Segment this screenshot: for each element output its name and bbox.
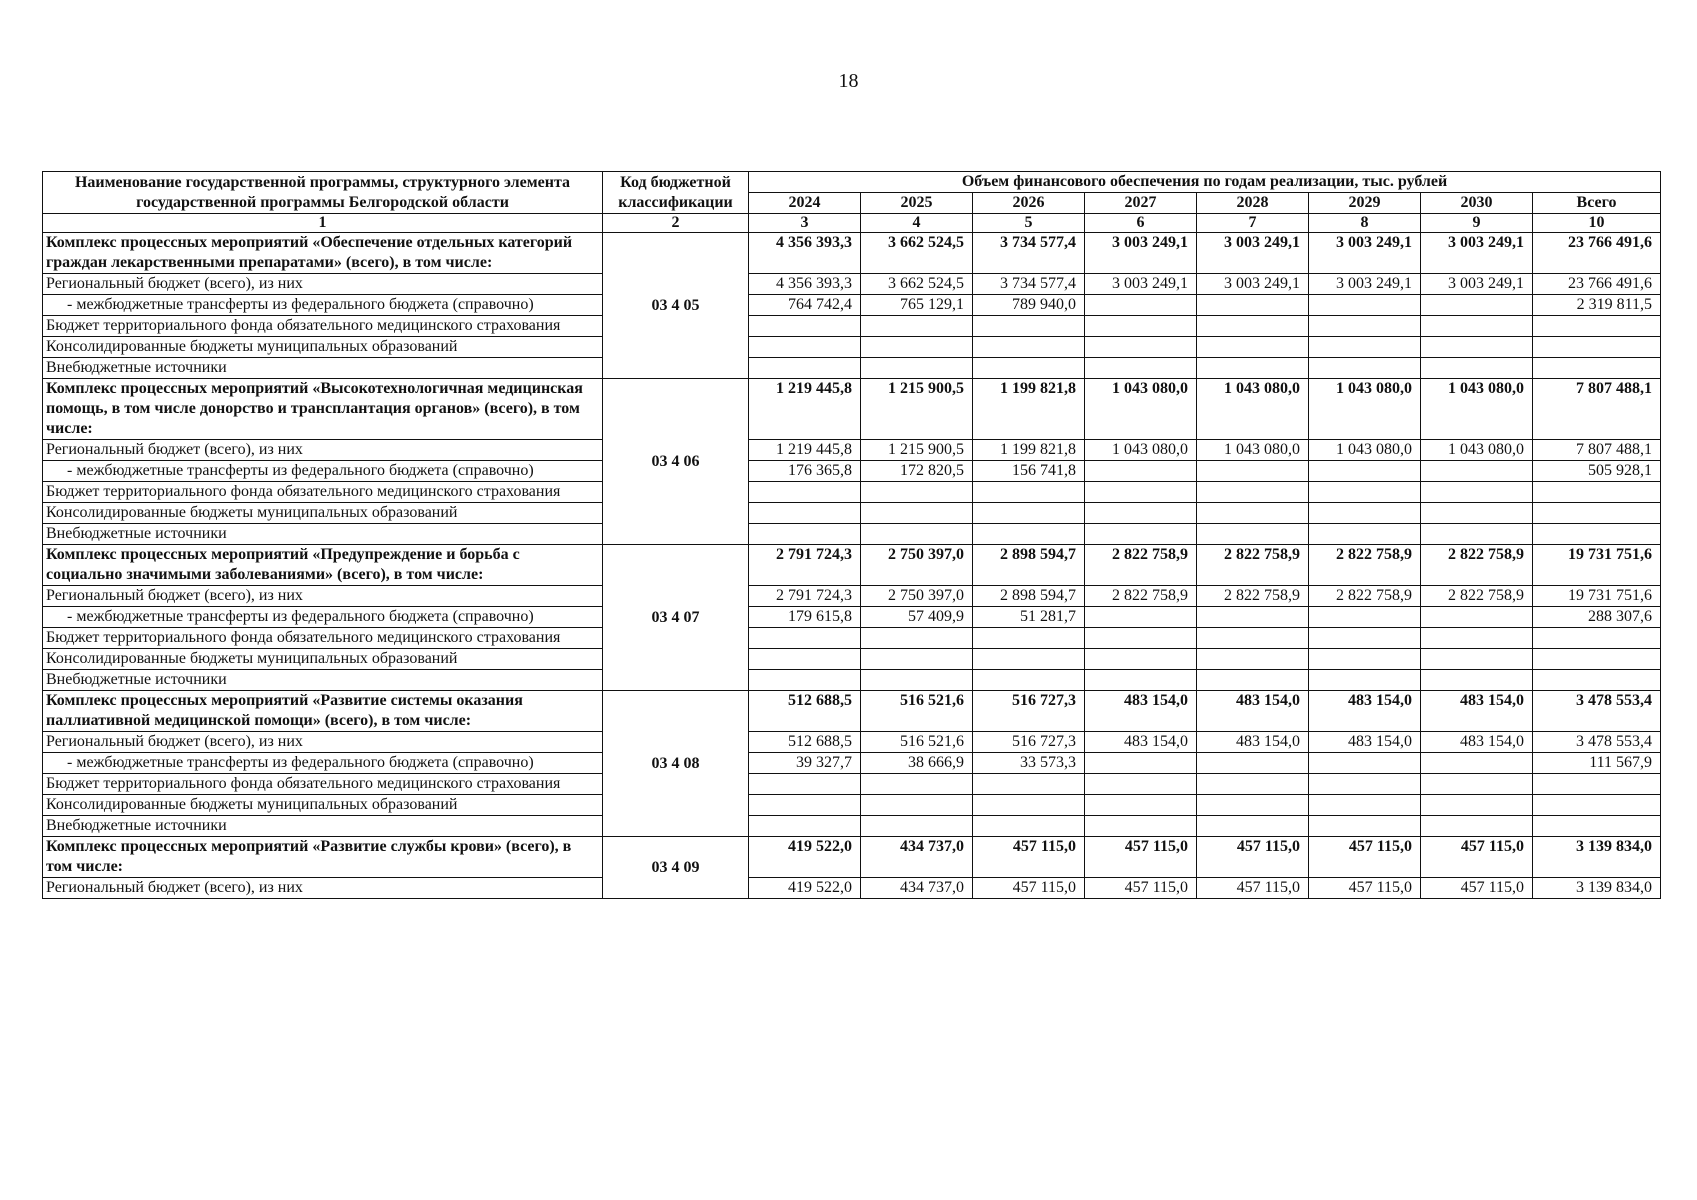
column-number: 8 [1309,214,1421,233]
value-cell: 516 521,6 [861,691,973,732]
table-row [43,295,1661,316]
value-cell: 434 737,0 [861,837,973,878]
value-cell-total [1533,482,1661,503]
value-cell [973,774,1085,795]
value-cell: 457 115,0 [1309,837,1421,878]
value-cell: 1 199 821,8 [973,379,1085,440]
value-cell: 764 742,4 [749,295,861,316]
table-row-total [43,545,1661,586]
value-cell-total: 3 478 553,4 [1533,691,1661,732]
value-cell: 1 219 445,8 [749,440,861,461]
value-cell [1421,774,1533,795]
value-cell-total: 3 478 553,4 [1533,732,1661,753]
value-cell [749,795,861,816]
value-cell [1421,337,1533,358]
row-label: Бюджет территориального фонда обязательного медицинского страхования [43,774,603,795]
financing-table [42,171,1661,899]
header-total: Всего [1533,193,1661,214]
row-label: Консолидированные бюджеты муниципальных образований [43,795,603,816]
value-cell: 2 822 758,9 [1085,545,1197,586]
row-label: Региональный бюджет (всего), из них [43,586,603,607]
value-cell-total [1533,816,1661,837]
value-cell [749,503,861,524]
budget-code: 03 4 05 [603,233,749,379]
value-cell [973,795,1085,816]
value-cell-total: 19 731 751,6 [1533,586,1661,607]
row-label: Комплекс процессных мероприятий «Развитие службы крови» (всего), в том числе: [43,837,603,878]
value-cell: 483 154,0 [1421,691,1533,732]
row-label: Региональный бюджет (всего), из них [43,878,603,899]
header-year: 2026 [973,193,1085,214]
value-cell-total [1533,670,1661,691]
value-cell: 1 043 080,0 [1197,440,1309,461]
value-cell: 1 043 080,0 [1085,379,1197,440]
header-volume: Объем финансового обеспечения по годам реализации, тыс. рублей [749,172,1661,193]
value-cell: 3 003 249,1 [1197,233,1309,274]
row-label: Внебюджетные источники [43,358,603,379]
value-cell: 1 043 080,0 [1309,440,1421,461]
budget-code: 03 4 08 [603,691,749,837]
value-cell [1085,774,1197,795]
value-cell [1309,774,1421,795]
header-year: 2025 [861,193,973,214]
value-cell [861,670,973,691]
row-label: Консолидированные бюджеты муниципальных образований [43,503,603,524]
value-cell [1309,795,1421,816]
value-cell [749,670,861,691]
value-cell-total: 505 928,1 [1533,461,1661,482]
value-cell [861,316,973,337]
value-cell [1309,316,1421,337]
value-cell [1085,316,1197,337]
value-cell [749,524,861,545]
row-label: Бюджет территориального фонда обязательного медицинского страхования [43,628,603,649]
value-cell: 512 688,5 [749,691,861,732]
value-cell: 3 003 249,1 [1085,274,1197,295]
value-cell [749,628,861,649]
value-cell: 457 115,0 [1421,837,1533,878]
value-cell: 516 521,6 [861,732,973,753]
value-cell [1309,628,1421,649]
value-cell-total [1533,358,1661,379]
table-row [43,732,1661,753]
value-cell-total [1533,316,1661,337]
row-label: - межбюджетные трансферты из федерального бюджета (справочно) [43,461,603,482]
table-row [43,274,1661,295]
header-year: 2028 [1197,193,1309,214]
value-cell: 765 129,1 [861,295,973,316]
table-row [43,878,1661,899]
value-cell: 483 154,0 [1197,691,1309,732]
value-cell [749,316,861,337]
value-cell-total: 23 766 491,6 [1533,233,1661,274]
value-cell-total: 19 731 751,6 [1533,545,1661,586]
value-cell [1085,461,1197,482]
column-number: 7 [1197,214,1309,233]
value-cell: 457 115,0 [1309,878,1421,899]
value-cell-total [1533,774,1661,795]
value-cell [861,524,973,545]
row-label: - межбюджетные трансферты из федерального бюджета (справочно) [43,607,603,628]
value-cell [1309,337,1421,358]
value-cell [1197,607,1309,628]
value-cell [1421,753,1533,774]
value-cell [1085,524,1197,545]
value-cell [1197,295,1309,316]
value-cell [1309,649,1421,670]
value-cell: 1 219 445,8 [749,379,861,440]
table-row [43,461,1661,482]
value-cell: 4 356 393,3 [749,274,861,295]
value-cell [1421,316,1533,337]
value-cell: 3 003 249,1 [1309,233,1421,274]
value-cell: 483 154,0 [1197,732,1309,753]
value-cell [1197,816,1309,837]
value-cell: 512 688,5 [749,732,861,753]
value-cell [1421,295,1533,316]
value-cell [973,524,1085,545]
value-cell [973,649,1085,670]
value-cell [1309,524,1421,545]
value-cell: 457 115,0 [1085,878,1197,899]
value-cell: 2 898 594,7 [973,586,1085,607]
value-cell: 33 573,3 [973,753,1085,774]
value-cell: 483 154,0 [1421,732,1533,753]
value-cell [1085,337,1197,358]
table-row [43,440,1661,461]
value-cell [861,503,973,524]
value-cell: 3 003 249,1 [1309,274,1421,295]
row-label: Внебюджетные источники [43,816,603,837]
value-cell-total [1533,649,1661,670]
value-cell [973,358,1085,379]
value-cell: 2 898 594,7 [973,545,1085,586]
value-cell: 57 409,9 [861,607,973,628]
row-label: Комплекс процессных мероприятий «Предупреждение и борьба с социально значимыми заболеваниями» (всего), в том числе: [43,545,603,586]
value-cell [1421,795,1533,816]
value-cell [1085,503,1197,524]
value-cell [1309,295,1421,316]
value-cell [1085,358,1197,379]
value-cell [1085,670,1197,691]
value-cell [973,628,1085,649]
value-cell [1085,482,1197,503]
row-label: Консолидированные бюджеты муниципальных образований [43,337,603,358]
value-cell [1197,670,1309,691]
value-cell [1421,358,1533,379]
value-cell [861,482,973,503]
column-number: 5 [973,214,1085,233]
value-cell: 3 003 249,1 [1197,274,1309,295]
value-cell [1309,816,1421,837]
row-label: Региональный бюджет (всего), из них [43,732,603,753]
value-cell [1197,482,1309,503]
row-label: Комплекс процессных мероприятий «Высокотехнологичная медицинская помощь, в том числе донорство и трансплантация органов» (всего), в том числе: [43,379,603,440]
value-cell: 2 791 724,3 [749,545,861,586]
table-row [43,628,1661,649]
table-row [43,482,1661,503]
value-cell [973,337,1085,358]
value-cell: 1 043 080,0 [1309,379,1421,440]
value-cell-total: 7 807 488,1 [1533,379,1661,440]
value-cell [1421,816,1533,837]
value-cell: 434 737,0 [861,878,973,899]
table-row [43,358,1661,379]
value-cell-total: 3 139 834,0 [1533,837,1661,878]
value-cell: 4 356 393,3 [749,233,861,274]
value-cell [861,337,973,358]
value-cell: 3 662 524,5 [861,233,973,274]
table-row [43,649,1661,670]
value-cell [1309,607,1421,628]
value-cell: 483 154,0 [1309,691,1421,732]
value-cell [1309,461,1421,482]
row-label: Комплекс процессных мероприятий «Обеспечение отдельных категорий граждан лекарственными препаратами» (всего), в том числе: [43,233,603,274]
header-code: Код бюджетной классификации [603,172,749,214]
value-cell: 419 522,0 [749,837,861,878]
value-cell-total [1533,524,1661,545]
value-cell [1085,649,1197,670]
value-cell: 457 115,0 [1421,878,1533,899]
row-label: Региональный бюджет (всего), из них [43,440,603,461]
value-cell-total: 3 139 834,0 [1533,878,1661,899]
value-cell [973,816,1085,837]
table-row [43,774,1661,795]
value-cell [1421,670,1533,691]
value-cell [1197,774,1309,795]
column-number: 4 [861,214,973,233]
value-cell: 483 154,0 [1085,691,1197,732]
value-cell [1197,649,1309,670]
table-row [43,753,1661,774]
row-label: Внебюджетные источники [43,524,603,545]
value-cell [1197,753,1309,774]
value-cell [749,649,861,670]
value-cell: 2 822 758,9 [1085,586,1197,607]
value-cell [1309,753,1421,774]
value-cell: 156 741,8 [973,461,1085,482]
value-cell: 38 666,9 [861,753,973,774]
table-row [43,524,1661,545]
value-cell [749,337,861,358]
value-cell: 419 522,0 [749,878,861,899]
value-cell [1421,649,1533,670]
value-cell: 2 822 758,9 [1197,545,1309,586]
value-cell: 457 115,0 [1197,837,1309,878]
header-name: Наименование государственной программы, структурного элемента государственной программы Белгородской области [43,172,603,214]
value-cell [1085,628,1197,649]
value-cell: 172 820,5 [861,461,973,482]
table-row-total [43,691,1661,732]
value-cell [1085,295,1197,316]
header-year: 2029 [1309,193,1421,214]
value-cell [973,670,1085,691]
value-cell [1421,607,1533,628]
value-cell-total: 2 319 811,5 [1533,295,1661,316]
table-row [43,670,1661,691]
value-cell [1309,503,1421,524]
value-cell: 2 750 397,0 [861,545,973,586]
value-cell [749,774,861,795]
value-cell [1309,482,1421,503]
table-row [43,816,1661,837]
value-cell [1309,670,1421,691]
table-row [43,503,1661,524]
budget-code: 03 4 09 [603,837,749,899]
value-cell [1421,503,1533,524]
value-cell [973,316,1085,337]
value-cell: 457 115,0 [973,878,1085,899]
value-cell-total [1533,628,1661,649]
row-label: Внебюджетные источники [43,670,603,691]
value-cell: 2 822 758,9 [1197,586,1309,607]
value-cell: 2 822 758,9 [1421,586,1533,607]
table-row [43,316,1661,337]
value-cell [749,358,861,379]
value-cell [1197,316,1309,337]
budget-code: 03 4 07 [603,545,749,691]
value-cell: 1 215 900,5 [861,440,973,461]
value-cell: 1 043 080,0 [1421,379,1533,440]
value-cell-total [1533,503,1661,524]
value-cell-total: 23 766 491,6 [1533,274,1661,295]
value-cell [749,816,861,837]
value-cell [1085,795,1197,816]
table-row [43,795,1661,816]
value-cell [1197,628,1309,649]
value-cell [1421,524,1533,545]
value-cell [1421,482,1533,503]
row-label: Комплекс процессных мероприятий «Развитие системы оказания паллиативной медицинской помощи» (всего), в том числе: [43,691,603,732]
value-cell: 457 115,0 [973,837,1085,878]
value-cell: 3 734 577,4 [973,233,1085,274]
column-number: 2 [603,214,749,233]
value-cell: 1 043 080,0 [1421,440,1533,461]
header-year: 2030 [1421,193,1533,214]
value-cell: 3 003 249,1 [1421,233,1533,274]
value-cell: 457 115,0 [1085,837,1197,878]
column-number: 6 [1085,214,1197,233]
value-cell: 39 327,7 [749,753,861,774]
value-cell: 483 154,0 [1309,732,1421,753]
value-cell: 1 215 900,5 [861,379,973,440]
value-cell: 51 281,7 [973,607,1085,628]
value-cell: 2 791 724,3 [749,586,861,607]
value-cell: 516 727,3 [973,691,1085,732]
value-cell: 1 043 080,0 [1085,440,1197,461]
value-cell [749,482,861,503]
value-cell: 2 750 397,0 [861,586,973,607]
header-year: 2027 [1085,193,1197,214]
value-cell-total: 7 807 488,1 [1533,440,1661,461]
value-cell [1421,461,1533,482]
value-cell [1421,628,1533,649]
table-row-total [43,837,1661,878]
budget-code: 03 4 06 [603,379,749,545]
column-number: 1 [43,214,603,233]
value-cell: 3 003 249,1 [1085,233,1197,274]
value-cell: 3 003 249,1 [1421,274,1533,295]
table-row-total [43,379,1661,440]
table-row [43,586,1661,607]
value-cell [1197,795,1309,816]
value-cell-total: 288 307,6 [1533,607,1661,628]
page-number: 18 [838,70,859,92]
value-cell: 3 734 577,4 [973,274,1085,295]
value-cell: 516 727,3 [973,732,1085,753]
value-cell-total: 111 567,9 [1533,753,1661,774]
value-cell [861,774,973,795]
value-cell [973,482,1085,503]
column-number: 10 [1533,214,1661,233]
value-cell [1085,753,1197,774]
value-cell [861,649,973,670]
value-cell: 2 822 758,9 [1309,545,1421,586]
value-cell: 176 365,8 [749,461,861,482]
value-cell: 1 043 080,0 [1197,379,1309,440]
row-label: Бюджет территориального фонда обязательного медицинского страхования [43,482,603,503]
table-body [43,233,1661,899]
value-cell [1197,337,1309,358]
value-cell: 179 615,8 [749,607,861,628]
value-cell [1197,524,1309,545]
value-cell [1085,816,1197,837]
value-cell [1197,503,1309,524]
value-cell [1197,358,1309,379]
row-label: Бюджет территориального фонда обязательного медицинского страхования [43,316,603,337]
table-row-total [43,233,1661,274]
value-cell [861,816,973,837]
value-cell: 2 822 758,9 [1421,545,1533,586]
row-label: - межбюджетные трансферты из федерального бюджета (справочно) [43,295,603,316]
column-number: 9 [1421,214,1533,233]
value-cell: 2 822 758,9 [1309,586,1421,607]
value-cell [973,503,1085,524]
table-row [43,337,1661,358]
row-label: - межбюджетные трансферты из федерального бюджета (справочно) [43,753,603,774]
value-cell [861,795,973,816]
value-cell [861,358,973,379]
row-label: Консолидированные бюджеты муниципальных образований [43,649,603,670]
value-cell-total [1533,337,1661,358]
value-cell: 789 940,0 [973,295,1085,316]
column-number: 3 [749,214,861,233]
value-cell: 483 154,0 [1085,732,1197,753]
value-cell [1085,607,1197,628]
row-label: Региональный бюджет (всего), из них [43,274,603,295]
value-cell [1197,461,1309,482]
value-cell [1309,358,1421,379]
header-year: 2024 [749,193,861,214]
table-row [43,607,1661,628]
value-cell-total [1533,795,1661,816]
value-cell [861,628,973,649]
value-cell: 1 199 821,8 [973,440,1085,461]
value-cell: 457 115,0 [1197,878,1309,899]
value-cell: 3 662 524,5 [861,274,973,295]
